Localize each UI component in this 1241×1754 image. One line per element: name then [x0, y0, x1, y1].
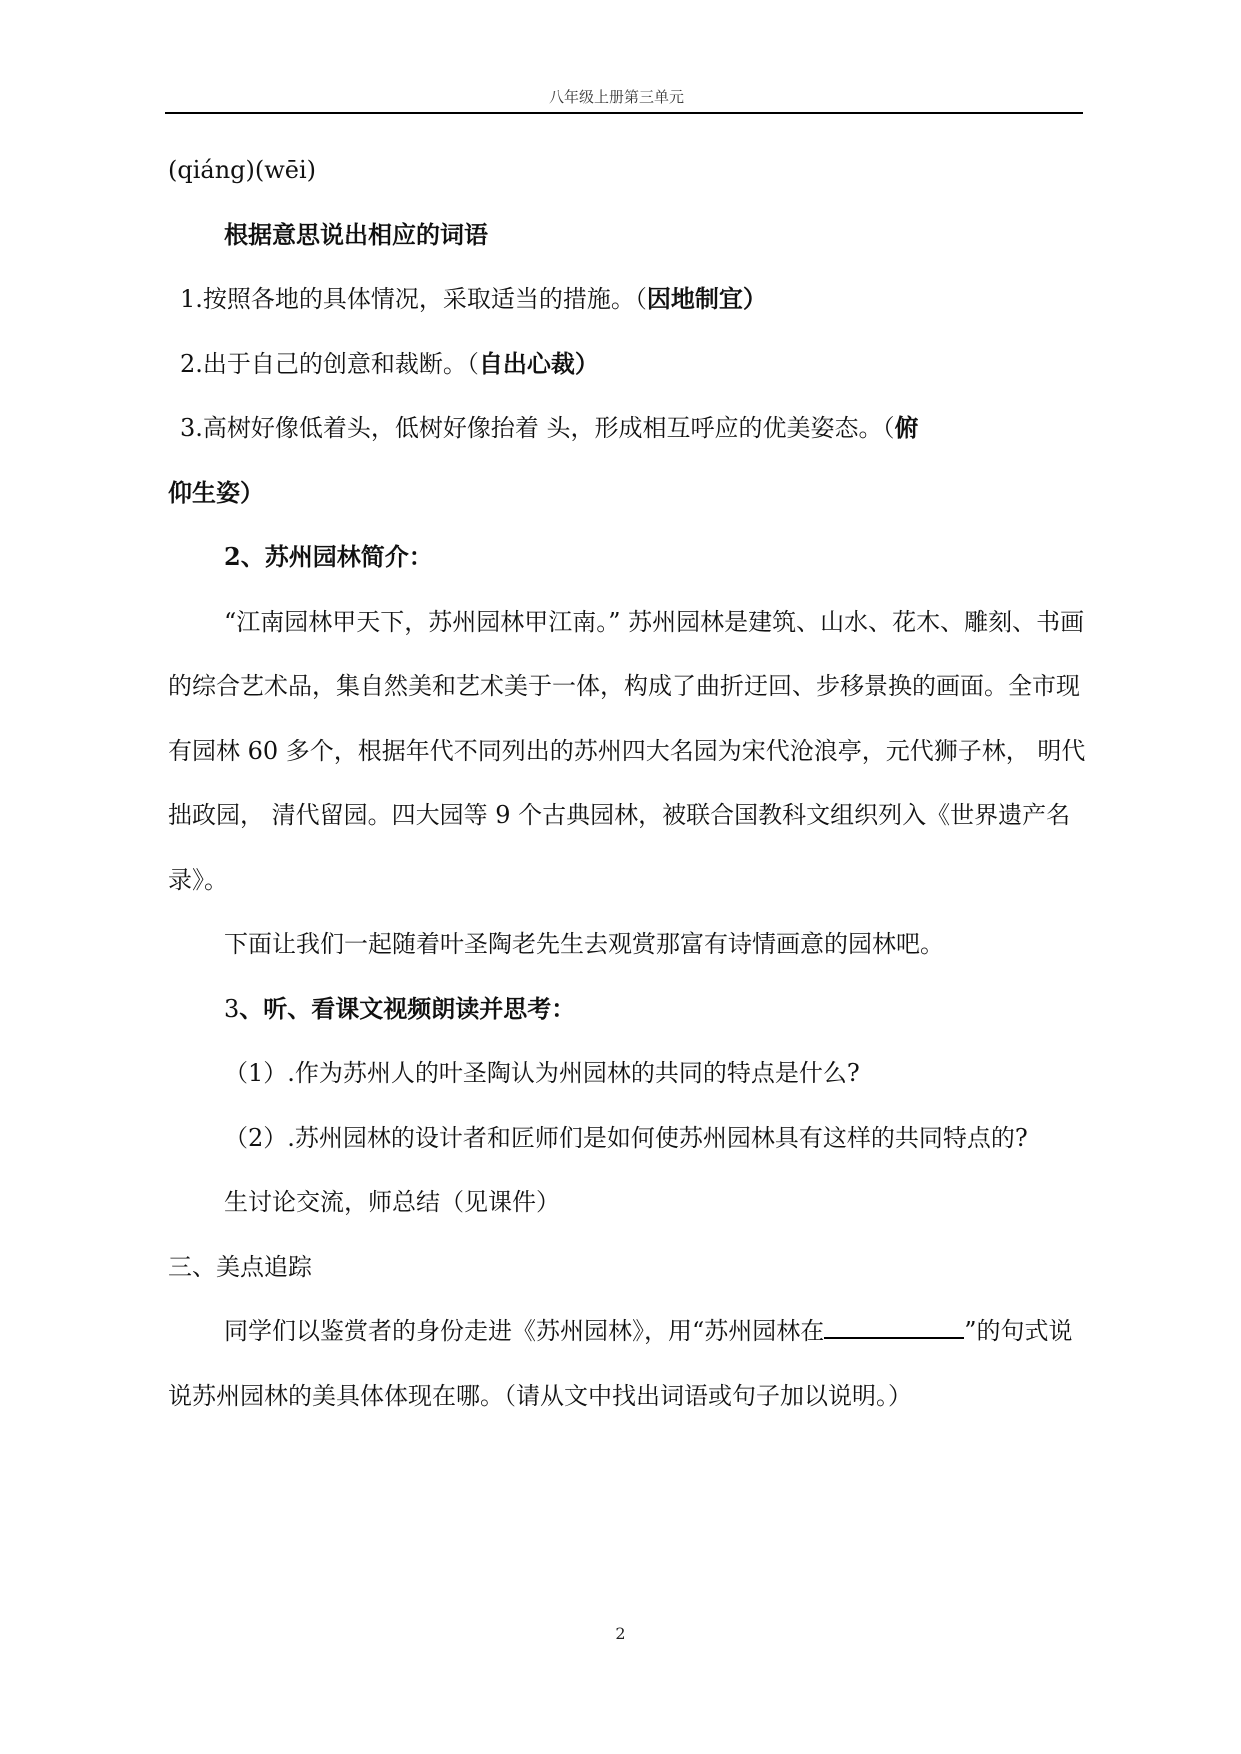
section3-heading-text: 、听、看课文视频朗读并思考：: [239, 993, 576, 1023]
section3-note: 生讨论交流，师总结（见课件）: [224, 1188, 560, 1216]
vocab-item-answer: 因地制宜）: [646, 284, 767, 313]
vocab-item-2: [168, 332, 1088, 397]
section2-paragraph-1: “江南园林甲天下，苏州园林甲江南。” 苏州园林是建筑、山水、花木、雕刻、书画的综合艺术品，集自然美和艺术美于一体，构成了曲折迂回、步移景换的画面。全市现有园林 60 多个，根据年代不同列出的苏州四大名园为宋代沧浪亭，元代狮子林， 明代拙政园， 清代留园。四大园等 9 个古典园林，被联合国教科文组织列入《世界遗产名录》。: [168, 607, 1086, 894]
vocab-item-answer: 自出心裁）: [478, 348, 599, 378]
fill-in-blank: [824, 1313, 964, 1339]
page-header-title: 八年级上册第三单元: [548, 88, 684, 106]
page-content: [168, 138, 1088, 1428]
vocab-item-1: [168, 267, 1088, 332]
page-number: 2: [615, 1624, 626, 1643]
part3-paragraph: [168, 1299, 1088, 1428]
pinyin-line: (qiáng)(wēi): [168, 156, 317, 184]
section3-number: 3: [224, 994, 240, 1023]
vocab-item-3: [168, 396, 1088, 461]
section3-question-2: （2）.苏州园林的设计者和匠师们是如何使苏州园林具有这样的共同特点的?: [224, 1123, 1028, 1152]
vocab-item-answer: 俯: [894, 413, 919, 442]
section2-paragraph-2: 下面让我们一起随着叶圣陶老先生去观赏那富有诗情画意的园林吧。: [224, 930, 944, 958]
vocab-item-text: 1.按照各地的具体情况，采取适当的措施。（: [180, 285, 647, 313]
vocab-heading: 根据意思说出相应的词语: [224, 219, 488, 249]
section3-question-1: （1）.作为苏州人的叶圣陶认为州园林的共同的特点是什么?: [224, 1059, 860, 1087]
part3-text-before: 同学们以鉴赏者的身份走进《苏州园林》，用“苏州园林在: [224, 1317, 825, 1345]
vocab-item-3-answer-cont: 仰生姿）: [168, 477, 264, 507]
section3-heading: [168, 977, 1088, 1042]
vocab-item-text: 3.高树好像低着头，低树好像抬着 头，形成相互呼应的优美姿态。（: [180, 414, 895, 442]
section2-heading: 2、苏州园林简介：: [224, 542, 433, 571]
part3-heading: 三、美点追踪: [168, 1252, 312, 1281]
header-rule: [165, 112, 1083, 114]
vocab-item-text: 2.出于自己的创意和裁断。（: [180, 349, 479, 378]
part3-text-after: ”的句式说说苏州园林的美具体体现在哪。（请从文中找出词语或句子加以说明。）: [168, 1317, 1073, 1410]
